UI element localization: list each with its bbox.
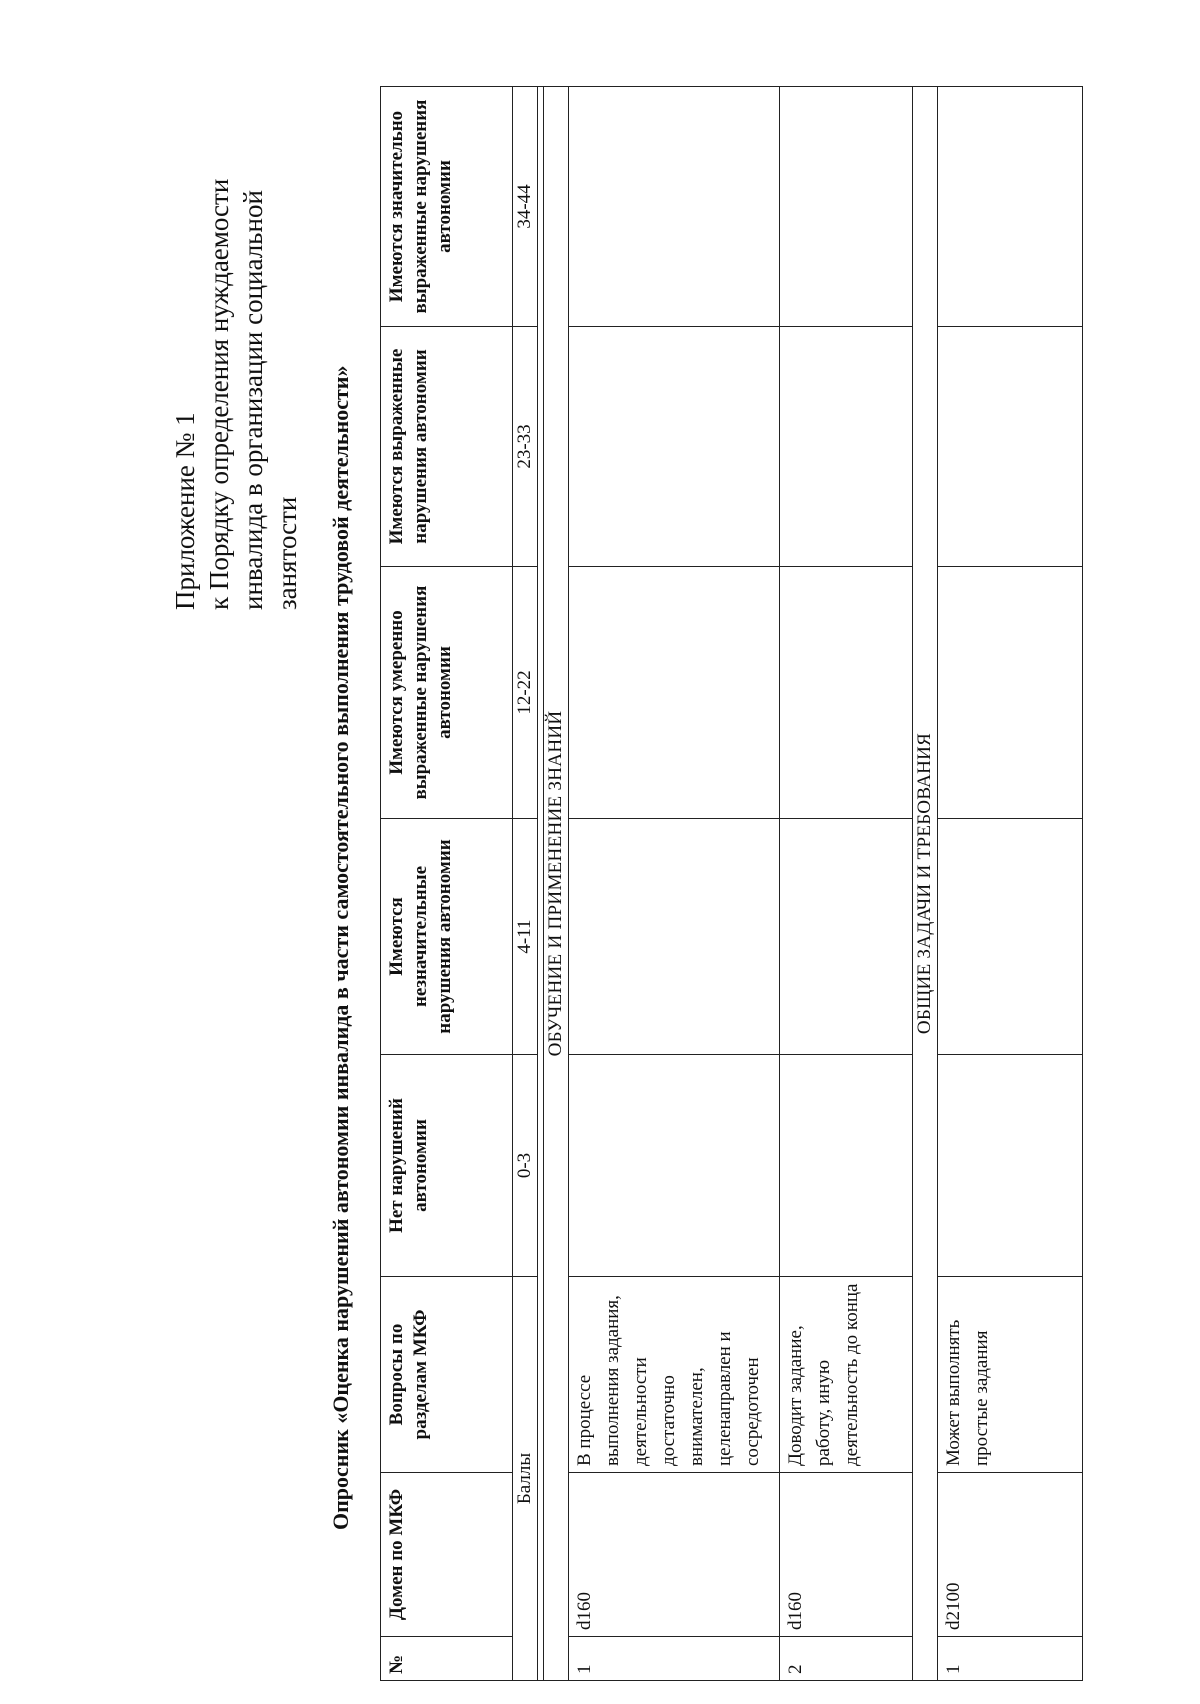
section-header [913,87,938,1681]
header-level-4: Имеются значительно выраженные нарушения автономии [381,87,513,327]
answer-cell[interactable] [569,327,780,567]
answer-cell[interactable] [569,1055,780,1277]
row-num: 2 [780,1637,913,1681]
questionnaire-table [380,86,1083,1681]
rotated-page [0,50,1120,1690]
row-domain: d2100 [938,1473,1083,1637]
header-num: № [381,1637,513,1681]
header-level-3: Имеются выраженные нарушения автономии [381,327,513,567]
table-row [938,87,1083,1681]
appendix-line: занятости [272,496,302,610]
row-num: 1 [569,1637,780,1681]
answer-cell[interactable] [569,87,780,327]
score-range: 34-44 [513,87,538,327]
answer-cell[interactable] [780,1055,913,1277]
scores-row [513,87,538,1681]
answer-cell[interactable] [780,819,913,1055]
table-row [569,87,780,1681]
row-domain: d160 [569,1473,780,1637]
answer-cell[interactable] [938,87,1083,327]
row-question: Может выполнять простые задания [938,1277,1083,1473]
answer-cell[interactable] [569,819,780,1055]
header-domain: Домен по МКФ [381,1473,513,1637]
answer-cell[interactable] [938,819,1083,1055]
row-num: 1 [938,1637,1083,1681]
section-header [544,87,569,1681]
row-question: В процессе выполнения задания, деятельности достаточно внимателен, целенаправлен и сосредоточен [569,1277,780,1473]
document-title: Опросник «Оценка нарушений автономии инвалида в части самостоятельного выполнения трудовой деятельности» [328,365,353,1530]
answer-cell[interactable] [938,327,1083,567]
header-level-0: Нет нарушений автономии [381,1055,513,1277]
section-title: ОБЩИЕ ЗАДАЧИ И ТРЕБОВАНИЯ [913,87,938,1681]
answer-cell[interactable] [780,567,913,819]
appendix-note [168,170,304,610]
answer-cell[interactable] [569,567,780,819]
appendix-line: к Порядку определения нуждаемости [204,178,234,610]
row-question: Доводит задание, работу, иную деятельность до конца [780,1277,913,1473]
appendix-line: Приложение № 1 [170,412,200,610]
header-row [381,87,513,1681]
header-level-1: Имеются незначительные нарушения автономии [381,819,513,1055]
row-domain: d160 [780,1473,913,1637]
score-range: 23-33 [513,327,538,567]
scores-label: Баллы [513,1277,538,1681]
header-level-2: Имеются умеренно выраженные нарушения автономии [381,567,513,819]
appendix-line: инвалида в организации социальной [238,190,268,610]
answer-cell[interactable] [780,87,913,327]
answer-cell[interactable] [780,327,913,567]
answer-cell[interactable] [938,567,1083,819]
table-row [780,87,913,1681]
score-range: 12-22 [513,567,538,819]
header-questions: Вопросы по разделам МКФ [381,1277,513,1473]
score-range: 4-11 [513,819,538,1055]
score-range: 0-3 [513,1055,538,1277]
section-title: ОБУЧЕНИЕ И ПРИМЕНЕНИЕ ЗНАНИЙ [544,87,569,1681]
answer-cell[interactable] [938,1055,1083,1277]
